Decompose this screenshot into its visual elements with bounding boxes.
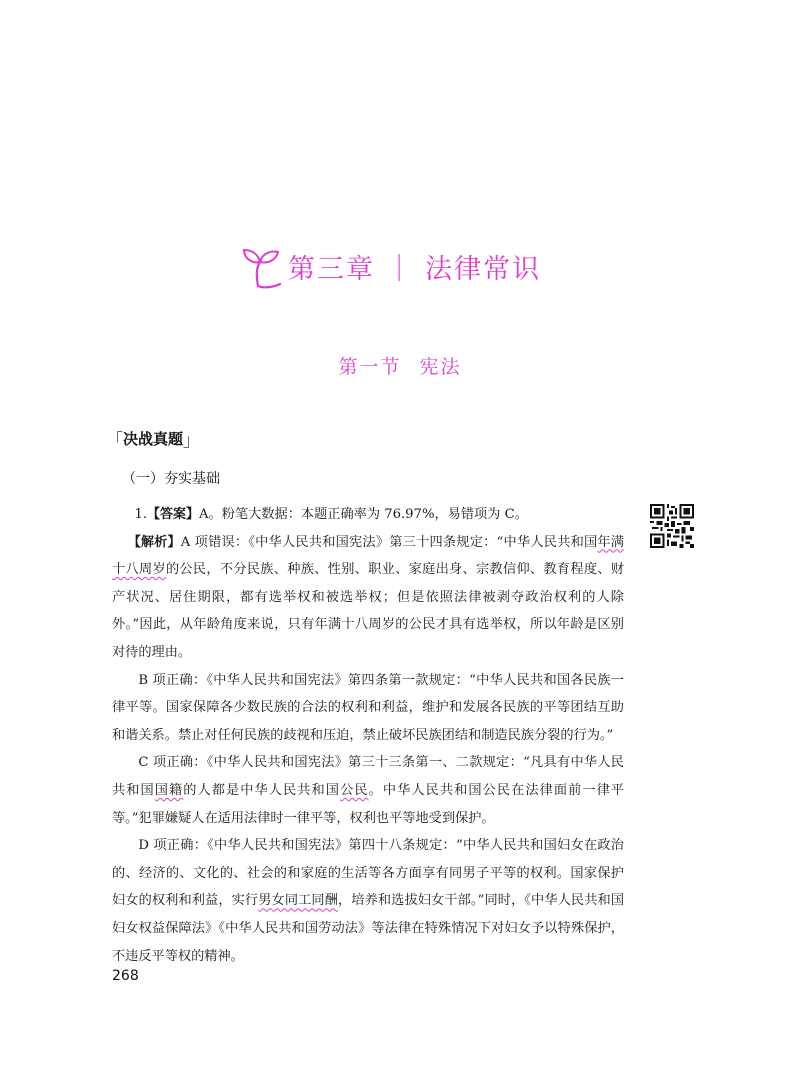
heading-text: 决战真题 bbox=[123, 430, 184, 448]
analysis-tag: 【解析】 bbox=[127, 534, 181, 550]
answer-paragraph bbox=[112, 501, 624, 529]
option-a-highlight: 年满十八周岁 bbox=[112, 534, 624, 578]
heading-close-bracket: 」 bbox=[183, 431, 201, 451]
subheading: （一）夯实基础 bbox=[122, 471, 220, 487]
chapter-title-block bbox=[238, 236, 578, 296]
option-b-text: B 项正确：《中华人民共和国宪法》第四条第一款规定：“中华人民共和国各民族一律平等。国家保障各少数民族的合法的权利和利益，维护和发展各民族的平等团结互助和谐关系。禁止对任何民族的歧视和压迫，禁止破坏民族团结和制造民族分裂的行为。” bbox=[112, 672, 624, 743]
question-number: 1. bbox=[134, 507, 148, 522]
option-c-highlight-1: 国籍 bbox=[154, 782, 184, 798]
answer-body bbox=[112, 501, 624, 970]
heading-open-bracket: 「 bbox=[106, 431, 123, 451]
section-title: 第一节 宪法 bbox=[338, 356, 462, 378]
exam-heading bbox=[106, 426, 200, 451]
option-c-text-2: 的人都是中华人民共和国 bbox=[183, 782, 341, 798]
page-number: 268 bbox=[112, 968, 139, 984]
option-a-text-1: A 项错误：《中华人民共和国宪法》第三十四条规定：“中华人民共和国 bbox=[180, 534, 598, 550]
chapter-title: 第三章 ｜ 法律常识 bbox=[288, 253, 542, 285]
answer-text: A。粉笔大数据：本题正确率为 76.97%，易错项为 C。 bbox=[199, 507, 528, 522]
option-d-text-1: D 项正确：《中华人民共和国宪法》第四十八条规定：“中华人民共和国妇女在政治的、经济的、文化的、社会的和家庭的生活等各方面享有同男子平等的权利。国家保护妇女的权利和利益，实行 bbox=[112, 838, 624, 909]
option-a-text-2: 的公民，不分民族、种族、性别、职业、家庭出身、宗教信仰、教育程度、财产状况、居住期限，都有选举权和被选举权；但是依照法律被剥夺政治权利的人除外。”因此，从年龄角度来说，只有年满十八周岁的公民才具有选举权，所以年龄是区别对待的理由。 bbox=[112, 562, 625, 660]
option-c-text-1: C 项正确：《中华人民共和国宪法》第三十三条第一、二款规定：“凡具有中华人民共和国 bbox=[112, 755, 624, 798]
option-d-highlight: 男女同工同酬 bbox=[258, 893, 338, 909]
sprout-icon bbox=[238, 242, 286, 290]
option-c-highlight-2: 公民 bbox=[340, 782, 369, 798]
analysis-option-b bbox=[112, 667, 624, 750]
analysis-option-a bbox=[112, 529, 624, 667]
option-d-text-2: ，培养和选拔妇女干部。”同时，《中华人民共和国妇女权益保障法》《中华人民共和国劳动法》等法律在特殊情况下对妇女予以特殊保护，不违反平等权的精神。 bbox=[112, 893, 625, 964]
analysis-option-c bbox=[112, 749, 624, 832]
answer-tag: 【答案】 bbox=[147, 507, 200, 522]
qr-code-icon bbox=[650, 504, 694, 548]
analysis-option-d bbox=[112, 832, 624, 970]
option-c-text-3: 。中华人民共和国公民在法律面前一律平等。”犯罪嫌疑人在适用法律时一律平等，权利也平等地受到保护。 bbox=[112, 782, 625, 826]
